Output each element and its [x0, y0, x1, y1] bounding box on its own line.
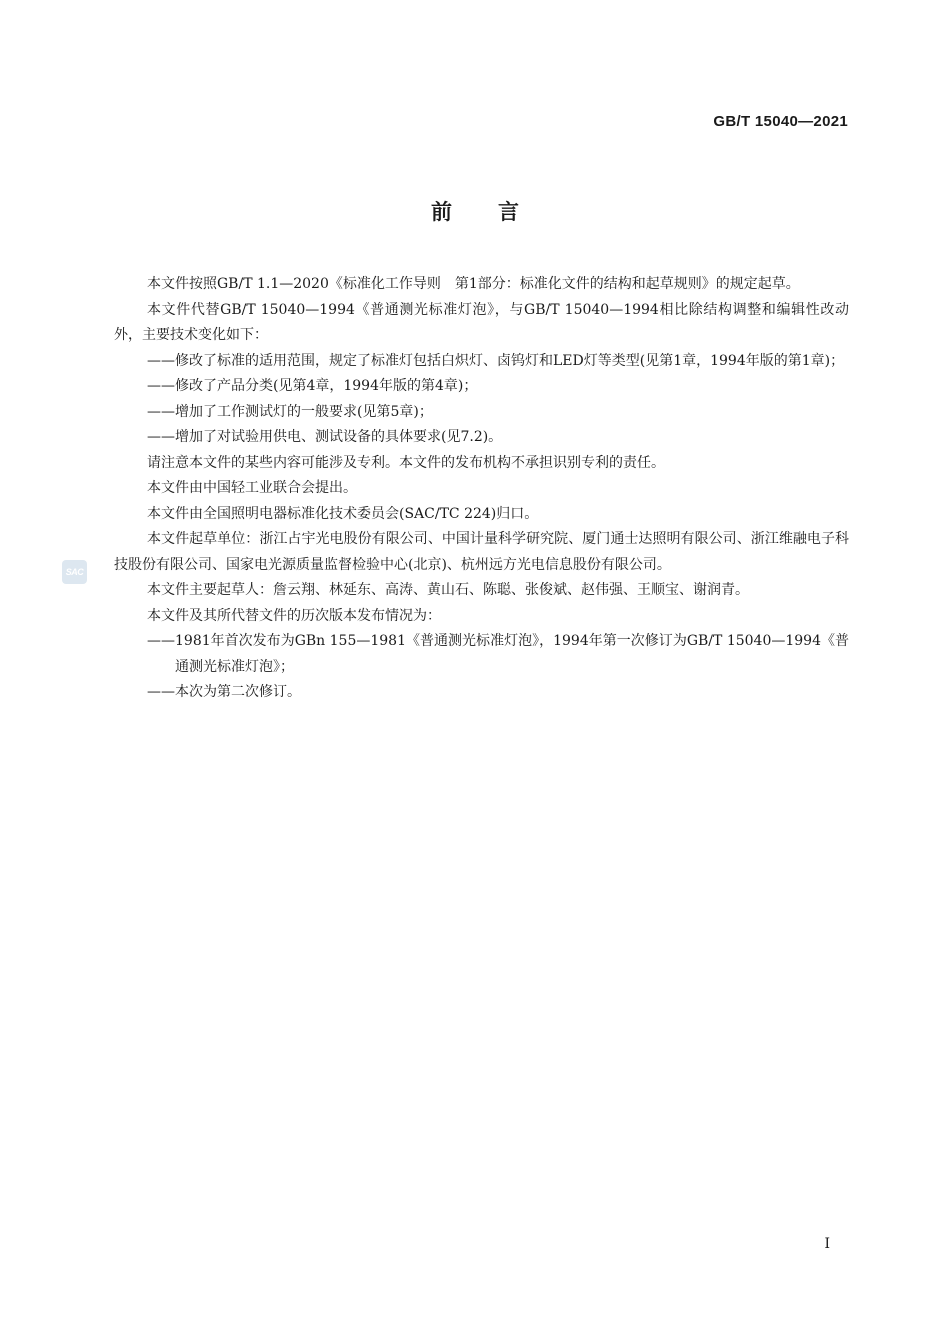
- paragraph-history-intro: 本文件及其所代替文件的历次版本发布情况为：: [147, 607, 441, 624]
- page-title: 前言: [431, 200, 565, 224]
- history-item-first-edition: ——1981年首次发布为GBn 155—1981《普通测光标准灯泡》，1994年第一次修订为GB/T 15040—1994《普通测光标准灯泡》；: [147, 633, 849, 675]
- sac-logo-icon: SAC: [62, 560, 87, 584]
- paragraph-drafting-units: 本文件起草单位：浙江占宇光电股份有限公司、中国计量科学研究院、厦门通士达照明有限公司、浙江维融电子科技股份有限公司、国家电光源质量监督检验中心(北京)、杭州远方光电信息股份有限公司。: [114, 531, 849, 573]
- paragraph-technical-committee: 本文件由全国照明电器标准化技术委员会(SAC/TC 224)归口。: [147, 505, 539, 522]
- foreword-body: [114, 272, 849, 706]
- paragraph-replaces: 本文件代替GB/T 15040—1994《普通测光标准灯泡》，与GB/T 15040—1994相比除结构调整和编辑性改动外，主要技术变化如下：: [114, 301, 849, 343]
- history-item-second-revision: ——本次为第二次修订。: [147, 684, 301, 700]
- paragraph-patent-notice: 请注意本文件的某些内容可能涉及专利。本文件的发布机构不承担识别专利的责任。: [147, 454, 665, 471]
- standard-code: GB/T 15040—2021: [713, 113, 848, 130]
- change-item-test-equipment: ——增加了对试验用供电、测试设备的具体要求(见7.2)。: [147, 429, 503, 445]
- paragraph-drafting-rules: 本文件按照GB/T 1.1—2020《标准化工作导则 第1部分：标准化文件的结构和起草规则》的规定起草。: [147, 276, 800, 292]
- change-item-working-lamp: ——增加了工作测试灯的一般要求(见第5章)；: [147, 403, 433, 420]
- paragraph-drafters: 本文件主要起草人：詹云翔、林延东、高涛、黄山石、陈聪、张俊斌、赵伟强、王顺宝、谢润青。: [147, 582, 749, 598]
- change-item-scope: ——修改了标准的适用范围，规定了标准灯包括白炽灯、卤钨灯和LED灯等类型(见第1章，1994年版的第1章)；: [147, 352, 845, 369]
- page-number: I: [824, 1236, 830, 1252]
- paragraph-proposed-by: 本文件由中国轻工业联合会提出。: [147, 480, 357, 496]
- change-item-classification: ——修改了产品分类(见第4章，1994年版的第4章)；: [147, 378, 478, 394]
